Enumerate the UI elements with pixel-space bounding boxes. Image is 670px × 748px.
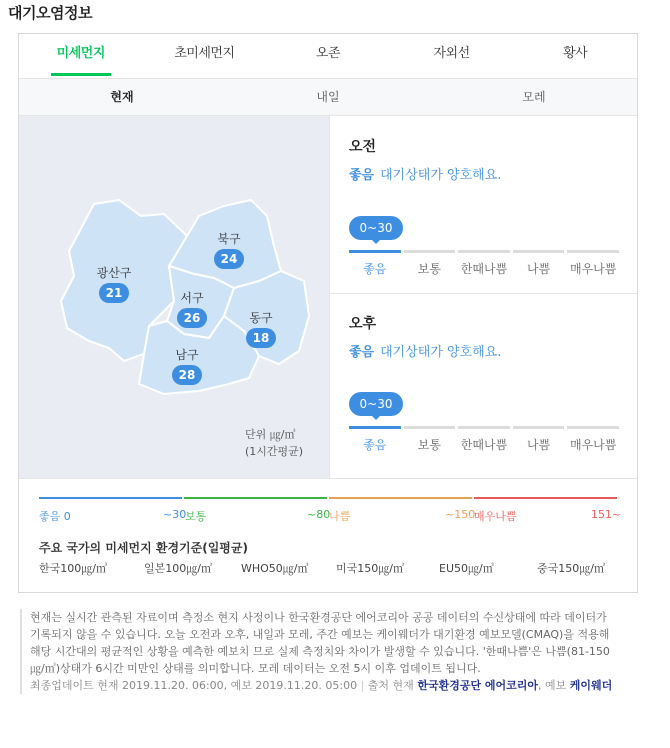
grade-legend-bars [39,497,617,499]
period-status [349,164,619,183]
divider [329,293,637,294]
standard-item: EU50㎍/㎥ [439,562,494,575]
scale-very-bad: 매우나쁨 [567,426,619,453]
pollutant-tabs [19,34,637,78]
legend-bar-normal [184,497,327,499]
scale-good: 좋음 [349,426,401,453]
range-pill: 0~30 [349,216,403,240]
page-title: 대기오염정보 [8,4,92,22]
grade-scale [349,250,619,277]
scale-normal: 보통 [404,250,456,277]
scale-temp-bad: 한때나쁨 [458,426,510,453]
tab-day-after[interactable]: 모레 [522,90,546,104]
tab-now[interactable]: 현재 [110,90,134,104]
grade-description: 대기상태가 양호해요. [380,345,502,360]
forecast-morning [349,136,619,276]
standard-item: 일본100㎍/㎥ [144,562,212,575]
period-status [349,341,619,360]
notes-text: 현재는 실시간 관측된 자료이며 측정소 현지 사정이나 한국환경공단 에어코리아 공공 데이터의 수신상태에 따라 데이터가 기록되지 않을 수 있습니다. 오늘 오전과 오후, 내일과 모레, 주간 예보는 케이웨더가 대기환경 예보모델(CMAQ)을 적용해 해당 시간대의 평균적인 상황을 예측한 예보치 므로 실제 측정치와 차이가 발생할 수 있습니다. '한때나쁨'은 나쁨(81-150㎍/㎥)상태가 6시간 미만인 상태를 의미합니다. 모레 데이터는 오전 5시 이후 업데이트 됩니다. [30,611,610,675]
legend-label: ~80 [307,508,331,521]
forecast-panel [329,116,637,478]
standard-item: 중국150㎍/㎥ [537,562,605,575]
legend-label: ~30 [163,508,187,521]
scale-bad: 나쁨 [513,426,565,453]
forecast-afternoon [349,313,619,452]
grade-label: 좋음 [349,168,375,183]
legend-label: 매우나쁨 [474,510,517,523]
period-title: 오후 [349,316,377,332]
scale-good: 좋음 [349,250,401,277]
tab-uv[interactable]: 자외선 [433,46,470,61]
legend-label: 151~ [591,508,622,521]
scale-very-bad: 매우나쁨 [567,250,619,277]
airkorea-link[interactable]: 한국환경공단 에어코리아 [417,679,539,692]
grade-label: 좋음 [349,345,375,360]
grade-description: 대기상태가 양호해요. [380,168,502,183]
district-value-badge: 28 [172,365,202,385]
tab-ozone[interactable]: 오존 [315,46,341,61]
update-line: 최종업데이트 현재 2019.11.20. 06:00, 예보 2019.11.20. 05:00 | 출처 현재 한국환경공단 에어코리아, 예보 케이웨더 [30,679,613,692]
scale-normal: 보통 [404,426,456,453]
district-label: 서구 [180,291,204,305]
info-notes [20,609,620,694]
tab-yellow-dust[interactable]: 황사 [563,46,588,61]
scale-bad: 나쁨 [513,250,565,277]
tab-fine-dust[interactable] [19,34,143,78]
legend-bar-bad [329,497,472,499]
standard-item: 미국150㎍/㎥ [336,562,404,575]
standard-item: WHO50㎍/㎥ [241,562,309,575]
air-quality-card [18,33,638,593]
legend-label: 좋음 0 [39,510,71,523]
district-value-badge: 18 [246,328,276,348]
source-label: 출처 현재 [367,679,414,692]
tab-tomorrow[interactable]: 내일 [316,90,340,104]
district-label: 남구 [175,348,199,362]
district-label: 동구 [249,311,273,325]
standards-title: 주요 국가의 미세먼지 환경기준(일평균) [39,541,248,555]
unit-note [245,426,303,460]
update-time: 최종업데이트 현재 2019.11.20. 06:00, 예보 2019.11.20. 05:00 [30,679,358,692]
tab-ultrafine-dust[interactable]: 초미세먼지 [174,46,235,61]
district-value-badge: 24 [214,249,244,269]
legend-bar-very-bad [474,497,617,499]
scale-temp-bad: 한때나쁨 [458,250,510,277]
district-map [19,116,329,478]
district-value-badge: 26 [177,308,207,328]
standard-item: 한국100㎍/㎥ [39,562,107,575]
period-title: 오전 [349,139,377,155]
legend-bar-good [39,497,182,499]
source-label: , 예보 [538,679,567,692]
grade-scale [349,426,619,453]
unit-average: (1시간평균) [245,445,304,458]
legend-label: 보통 [185,510,207,523]
district-label: 북구 [217,232,241,246]
kweather-link[interactable]: 케이웨더 [569,679,613,692]
divider [19,478,637,479]
tab-label: 미세먼지 [51,35,111,76]
district-label: 광산구 [96,266,132,280]
legend-label: ~150 [445,508,476,521]
unit-label: 단위 ㎍/㎥ [245,428,296,441]
day-tabs [19,78,637,116]
legend-label: 나쁨 [329,510,351,523]
district-value-badge: 21 [99,283,129,303]
range-pill: 0~30 [349,392,403,416]
